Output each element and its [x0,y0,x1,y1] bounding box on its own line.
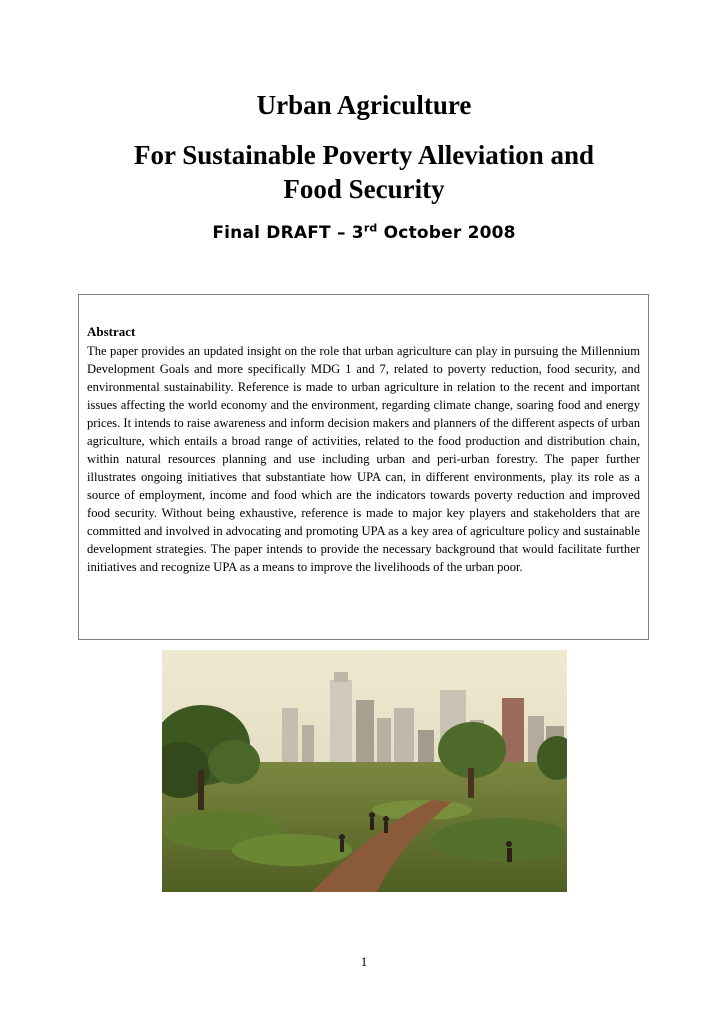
title-line-1: Urban Agriculture [256,90,472,120]
subtitle-suffix: October 2008 [377,223,516,243]
subtitle-ordinal-suffix: rd [363,221,378,235]
title-line-2: For Sustainable Poverty Alleviation and [133,140,595,170]
subtitle-prefix: Final DRAFT – 3 [212,223,364,243]
abstract-box [78,294,649,640]
abstract-text: The paper provides an updated insight on the role that urban agriculture can play in pursuing the Millennium Development Goals and more specifically MDG 1 and 7, related to poverty reduction, food security, and environmental sustainability. Reference is made to urban agriculture in relation to the recent and important issues affecting the world economy and the environment, regarding climate change, soaring food and energy prices. It intends to raise awareness and inform decision makers and planners of the different aspects of urban agriculture, which entails a broad range of activities, related to the food production and distribution chain, within natural resources planning and use including urban and peri-urban forestry. The paper further illustrates ongoing initiatives that substantiate how UPA can, in different environments, play its role as a source of employment, income and food which are the indicators towards poverty reduction and improved food security. Without being exhaustive, reference is made to major key players and stakeholders that are committed and involved in advocating and promoting UPA as a key area of agriculture policy and sustainable development strategies. The paper intends to provide the necessary background that would facilitate further initiatives and recognize UPA as a means to improve the livelihoods of the urban poor. [87,344,640,574]
page-number: 1 [360,954,368,969]
urban-farm-photo [162,650,567,892]
urban-farm-illustration [162,650,567,892]
draft-date-subtitle [0,222,728,244]
title-line-3: Food Security [283,174,445,204]
abstract-heading: Abstract [87,324,136,339]
